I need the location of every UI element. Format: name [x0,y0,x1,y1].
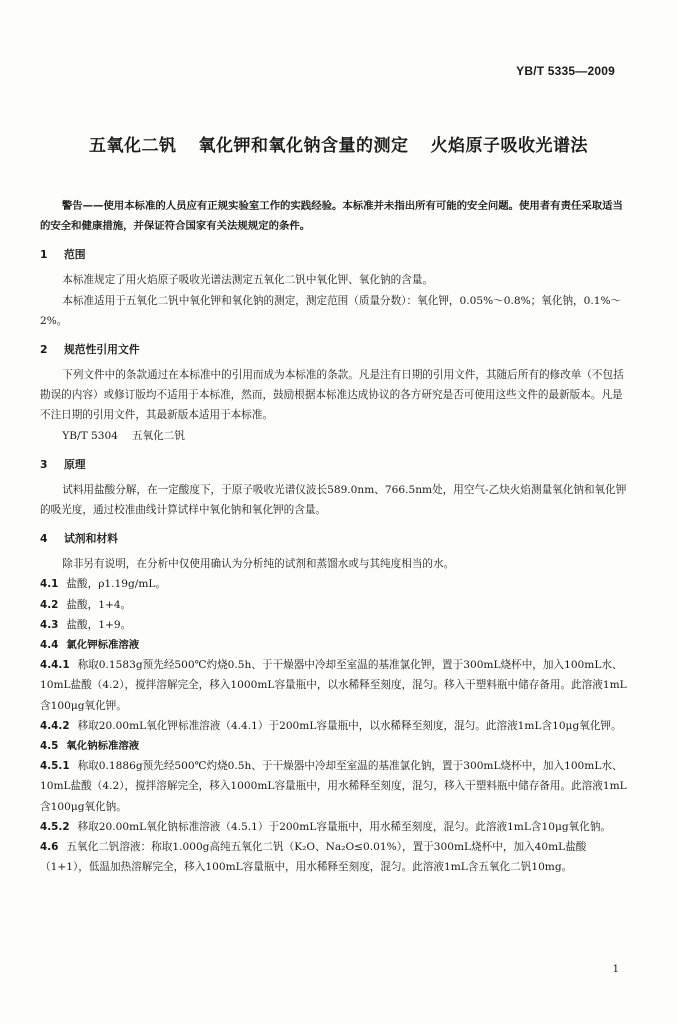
clause-text: 盐酸，ρ1.19g/mL。 [66,578,167,591]
paragraph: 本标准适用于五氧化二钒中氧化钾和氧化钠的测定，测定范围（质量分数）：氧化钾，0.05%～0.8%；氧化钠，0.1%～2%。 [40,294,622,327]
section-1-heading [40,246,632,264]
clause-number: 4.4.1 [40,659,70,672]
clause-number: 4.3 [40,618,59,631]
clause-4-4-1 [40,655,632,716]
clause-4-4 [40,635,632,655]
paragraph: 除非另有说明，在分析中仅使用确认为分析纯的试剂和蒸馏水或与其纯度相当的水。 [62,558,455,571]
paragraph: 试料用盐酸分解，在一定酸度下，于原子吸收光谱仪波长589.0nm、766.5nm处，用空气-乙炔火焰测量氧化钠和氧化钾的吸光度，通过校准曲线计算试样中氧化钠和氧化钾的含量。 [40,483,627,517]
section-title: 规范性引用文件 [64,343,140,357]
title-part-1: 五氧化二钒 [89,136,177,156]
paragraph: 下列文件中的条款通过在本标准中的引用而成为本标准的条款。凡是注有日期的引用文件，其随后所有的修改单（不包括勘误的内容）或修订版均不适用于本标准，然而，鼓励根据本标准达成协议的各方研究是否可使用这些文件的最新版本。凡是不注日期的引用文件，其最新版本适用于本标准。 [40,369,624,422]
paragraph: 本标准规定了用火焰原子吸收光谱法测定五氧化二钒中氧化钾、氧化钠的含量。 [62,274,434,287]
clause-4-2 [40,595,632,615]
document-title [30,131,647,156]
section-2-heading [40,341,632,359]
clause-number: 4.5 [40,740,59,753]
clause-number: 4.6 [40,841,59,854]
clause-number: 4.4 [40,639,59,652]
section-4-heading [40,530,632,548]
clause-4-3 [40,615,632,635]
clause-number: 4.5.2 [40,820,70,833]
section-number: 2 [40,343,48,357]
section-3-heading [40,456,632,474]
clause-4-4-2 [40,716,632,736]
clause-title: 氯化钾标准溶液 [66,639,140,652]
normative-reference [40,426,632,446]
clause-4-5 [40,736,632,756]
section-title: 范围 [64,248,86,262]
reference-name: 五氧化二钒 [132,429,185,442]
title-part-2: 氧化钾和氧化钠含量的测定 [198,136,409,156]
standard-number: YB/T 5335—2009 [516,64,615,78]
clause-4-6 [40,837,632,877]
clause-text: 五氧化二钒溶液：称取1.000g高纯五氧化二钒（K₂O、Na₂O≤0.01%），置于300mL烧杯中，加入40mL盐酸（1+1），低温加热溶解完全，移入100mL容量瓶中，用水稀释至刻度，混匀。此溶液1mL含五氧化二钒10mg。 [40,841,587,874]
clause-number: 4.5.1 [40,760,70,773]
document-body [40,196,632,877]
section-title: 试剂和材料 [64,532,118,546]
clause-text: 称取0.1886g预先经500℃灼烧0.5h、于干燥器中冷却至室温的基准氯化钠，置于300mL烧杯中，加入100mL水、10mL盐酸（4.2），搅拌溶解完全，移入1000mL容量瓶中，用水稀释至刻度，混匀，移入干塑料瓶中储存备用。此溶液1mL含100μg氧化钠。 [40,760,627,813]
clause-number: 4.1 [40,578,59,591]
clause-text: 盐酸，1+9。 [66,618,132,631]
section-number: 3 [40,457,48,471]
clause-number: 4.2 [40,598,59,611]
clause-title: 氧化钠标准溶液 [66,740,140,753]
clause-4-5-1 [40,756,632,817]
clause-4-5-2 [40,817,632,837]
reference-code: YB/T 5304 [62,429,118,442]
page-number: 1 [612,964,619,975]
section-number: 4 [40,532,48,546]
clause-text: 称取0.1583g预先经500℃灼烧0.5h、于干燥器中冷却至室温的基准氯化钾，置于300mL烧杯中，加入100mL水、10mL盐酸（4.2），搅拌溶解完全，移入1000mL容量瓶中，以水稀释至刻度，混匀。移入干塑料瓶中储存备用。此溶液1mL含100μg氧化钾。 [40,659,627,712]
clause-4-1 [40,574,632,594]
title-part-3: 火焰原子吸收光谱法 [430,136,588,156]
clause-text: 移取20.00mL氧化钠标准溶液（4.5.1）于200mL容量瓶中，用水稀至刻度，混匀。此溶液1mL含10μg氧化钠。 [77,820,612,833]
clause-number: 4.4.2 [40,719,70,732]
warning-paragraph: 警告——使用本标准的人员应有正规实验室工作的实践经验。本标准并未指出所有可能的安全问题。使用者有责任采取适当的安全和健康措施，并保证符合国家有关法规规定的条件。 [40,200,623,233]
clause-text: 移取20.00mL氧化钾标准溶液（4.4.1）于200mL容量瓶中，以水稀释至刻度，混匀。此溶液1mL含10μg氧化钾。 [77,719,622,732]
section-number: 1 [40,248,48,262]
section-title: 原理 [64,457,86,471]
clause-text: 盐酸，1+4。 [66,598,132,611]
